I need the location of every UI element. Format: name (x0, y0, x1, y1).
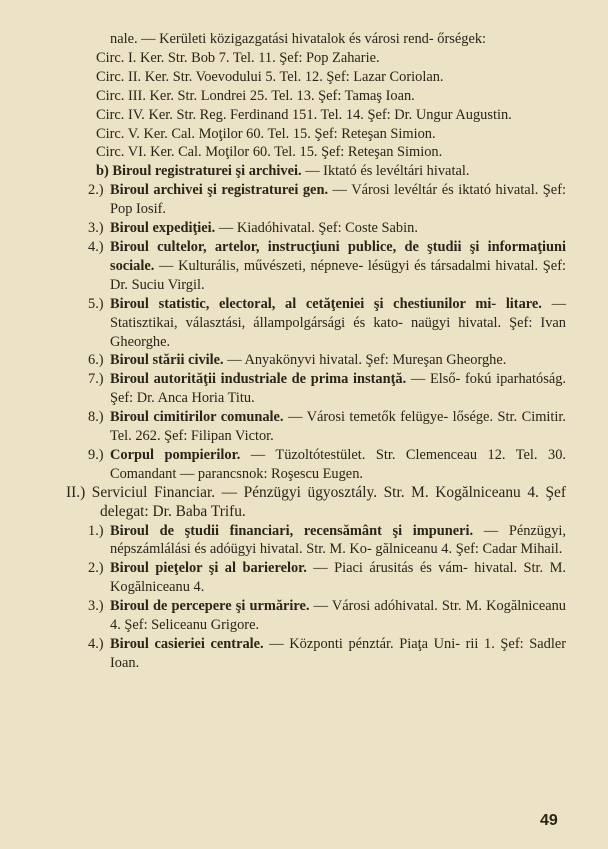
item-title: Biroul casieriei centrale. (110, 636, 264, 652)
item-5 (88, 295, 566, 352)
item-number: 2.) (88, 560, 104, 577)
fin-item-1 (88, 522, 566, 560)
item-number: 1.) (88, 522, 104, 539)
item-6 (88, 351, 566, 370)
item-text: — Kulturális, művészeti, népneve- lésügyi és társadalmi hivatal. Şef: Dr. Suciu Virgil. (110, 257, 566, 293)
item-text: — Első- fokú iparhatóság. Şef: Dr. Anca Horia Titu. (110, 371, 567, 407)
circ-3: Circ. III. Ker. Str. Londrei 25. Tel. 13. Şef: Tamaş Ioan. (96, 87, 415, 104)
item-number: 9.) (88, 446, 104, 463)
section-financial: II.) Serviciul Financiar. — Pénzügyi ügyosztály. Str. M. Kogălniceanu 4. Şef delegat: Dr. Baba Trifu. (66, 483, 566, 520)
item-8 (88, 408, 566, 446)
item-title: Biroul autorităţii industriale de prima instanţă. (110, 371, 407, 388)
fin-item-2 (88, 559, 566, 597)
item-number: 7.) (88, 371, 104, 388)
item-title: Biroul archivei şi registraturei gen. (110, 182, 329, 199)
circ-4: Circ. IV. Ker. Str. Reg. Ferdinand 151. Tel. 14. Şef: Dr. Ungur Augustin. (96, 106, 512, 123)
item-text: — Városi temetők felügye- lősége. Str. Cimitir. Tel. 262. Şef: Filipan Victor. (110, 409, 566, 445)
b-item (88, 162, 566, 181)
item-title: Biroul pieţelor şi al barierelor. (110, 560, 307, 577)
intro-line: nale. — Kerületi közigazgatási hivatalok és városi rend- őrségek: (110, 31, 487, 47)
item-text: — Központi pénztár. Piaţa Uni- rii 1. Şef: Sadler Ioan. (110, 636, 566, 671)
item-text: — Piaci árusitás és vám- hivatal. Str. M. Kogălniceanu 4. (110, 560, 566, 596)
item-title: Corpul pompierilor. (110, 446, 241, 463)
item-text: — Pénzügyi, népszámlálási és adóügyi hivatal. Str. M. Ko- gălniceanu 4. Şef: Cadar Mihail. (110, 522, 566, 558)
circ-6: Circ. VI. Ker. Cal. Moţilor 60. Tel. 15. Şef: Reteşan Simion. (96, 144, 443, 161)
item-title: Biroul cimitirilor comunale. (110, 409, 284, 426)
item-title: Biroul expediţiei. (110, 220, 216, 237)
fin-item-3 (88, 597, 566, 635)
item-text: — Kiadóhivatal. Şef: Coste Sabin. (215, 220, 418, 237)
page-body (66, 30, 567, 673)
item-9 (88, 446, 566, 484)
item-number: 4.) (88, 636, 104, 652)
item-text: — Városi adóhivatal. Str. M. Kogălniceanu 4. Şef: Seliceanu Grigore. (110, 598, 566, 634)
item-4 (88, 238, 566, 295)
item-7 (88, 370, 566, 408)
item-number: 6.) (88, 352, 104, 369)
item-number: 2.) (88, 182, 104, 199)
item-number: 3.) (88, 220, 104, 237)
item-title: Biroul cultelor, artelor, instrucţiuni publice, de ştudii şi informaţiuni sociale. (110, 238, 566, 274)
page-number: 49 (540, 812, 558, 829)
item-number: 4.) (88, 238, 104, 255)
item-text: — Tüzoltótestület. Str. Clemenceau 12. Tel. 30. Comandant — parancsnok: Roşescu Eugen. (110, 446, 566, 482)
item-number: 3.) (88, 598, 104, 615)
fin-item-4 (88, 635, 566, 673)
item-title: Biroul stării civile. (110, 352, 224, 369)
item-title: Biroul de ştudii financiari, recensământ şi impuneri. (110, 522, 474, 539)
item-title: Biroul de percepere şi urmărire. (110, 598, 310, 615)
item-title: Biroul statistic, electoral, al cetăţeniei şi chestiunilor mi- litare. (110, 295, 542, 312)
item-text: — Anyakönyvi hivatal. Şef: Mureşan Gheorghe. (223, 352, 507, 369)
item-text: — Városi levéltár és iktató hivatal. Şef: Pop Iosif. (110, 182, 566, 218)
item-3 (88, 219, 566, 238)
circ-5: Circ. V. Ker. Cal. Moţilor 60. Tel. 15. Şef: Reteşan Simion. (96, 125, 436, 142)
circ-2: Circ. II. Ker. Str. Voevodului 5. Tel. 12. Şef: Lazar Coriolan. (96, 68, 444, 85)
item-number: 8.) (88, 409, 104, 426)
b-item-text: — Iktató és levéltári hivatal. (301, 163, 470, 180)
b-item-title: b) Biroul registraturei şi archivei. (96, 163, 302, 180)
circ-1: Circ. I. Ker. Str. Bob 7. Tel. 11. Şef: Pop Zaharie. (96, 49, 380, 66)
item-2 (88, 181, 566, 219)
item-number: 5.) (88, 295, 104, 312)
item-text: — Statisztikai, választási, állampolgársági és kato- naügyi hivatal. Şef: Ivan Gheorghe. (110, 295, 566, 350)
